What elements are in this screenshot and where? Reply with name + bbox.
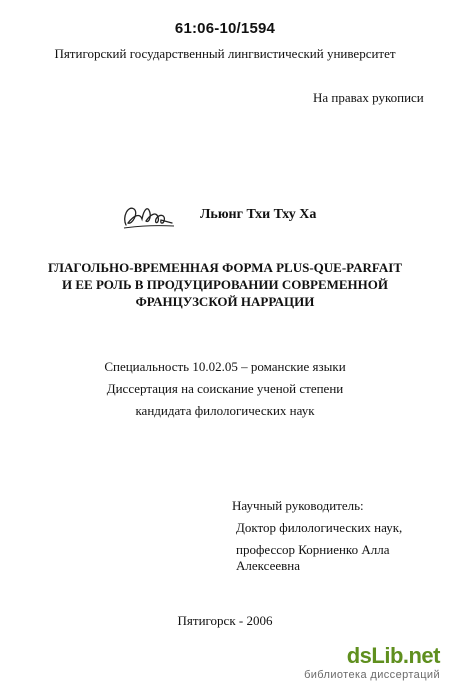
dissertation-title-line-1: ГЛАГОЛЬНО-ВРЕМЕННАЯ ФОРМА PLUS-QUE-PARFAIT [47,260,403,275]
author-signature [120,195,176,235]
author-name: Льюнг Тхи Тху Ха [200,207,317,222]
degree-statement: Диссертация на соискание ученой степени [106,381,344,396]
supervisor-degree: Доктор филологических наук, [236,520,403,535]
dissertation-title-line-2: И ЕЕ РОЛЬ В ПРОДУЦИРОВАНИИ СОВРЕМЕННОЙ [61,277,388,292]
degree-name: кандидата филологических наук [135,403,315,418]
registration-number: 61:06-10/1594 [174,20,276,37]
dissertation-title-line-3: ФРАНЦУЗСКОЙ НАРРАЦИИ [135,294,315,309]
specialty-code: Специальность 10.02.05 – романские языки [104,359,346,374]
city-year: Пятигорск - 2006 [177,613,273,628]
dslib-subtitle: библиотека диссертаций [304,669,440,681]
supervisor-label: Научный руководитель: [232,498,364,513]
supervisor-name: профессор Корниенко Алла Алексеевна [236,542,390,573]
manuscript-rights-note: На правах рукописи [313,90,424,105]
dslib-watermark [304,645,440,681]
dslib-logo: dsLib.net [346,643,440,668]
university-name: Пятигорский государственный лингвистический университет [54,46,396,61]
